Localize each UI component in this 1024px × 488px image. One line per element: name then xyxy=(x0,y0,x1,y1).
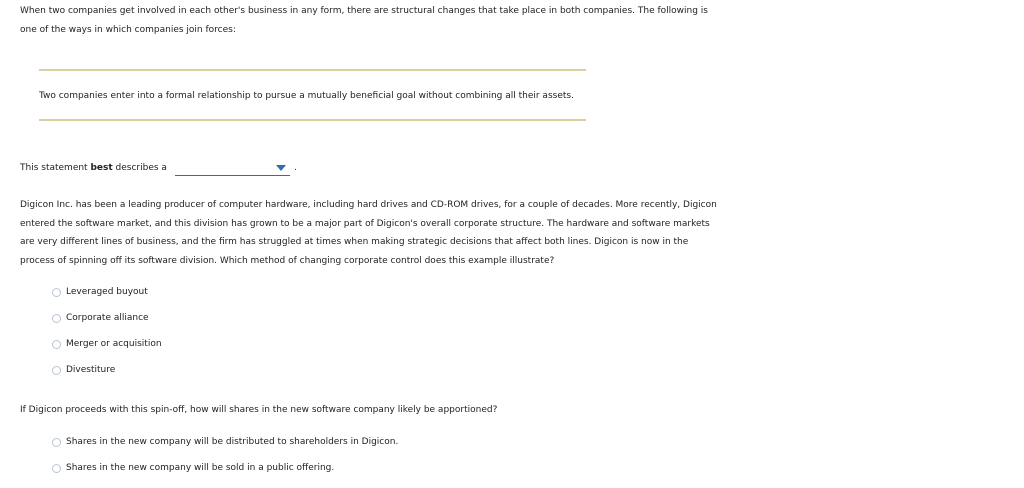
radio-button[interactable] xyxy=(52,464,61,473)
radio-button[interactable] xyxy=(52,314,61,323)
intro-paragraph xyxy=(20,2,760,39)
question-1-line: Digicon Inc. has been a leading producer of computer hardware, including hard drives and CD-ROM drives, for a couple of decades. More recently, Digicon xyxy=(20,200,717,210)
radio-button[interactable] xyxy=(52,438,61,447)
statement-prefix-before: This statement xyxy=(20,163,91,173)
question-1-line: process of spinning off its software division. Which method of changing corporate control does this example illustrate? xyxy=(20,255,555,266)
statement-suffix: . xyxy=(294,163,297,173)
option-public-offering[interactable] xyxy=(52,462,334,474)
option-label: Corporate alliance xyxy=(66,313,149,323)
option-corporate-alliance[interactable] xyxy=(52,312,149,324)
option-label: Merger or acquisition xyxy=(66,339,162,349)
option-distributed-to-shareholders[interactable] xyxy=(52,436,398,448)
quote-bottom-rule xyxy=(39,119,586,121)
intro-line-1: When two companies get involved in each other's business in any form, there are structural changes that take place in both companies. The following is xyxy=(20,6,708,16)
statement-bold-word: best xyxy=(90,163,113,173)
quote-text: Two companies enter into a formal relationship to pursue a mutually beneficial goal without combining all their assets. xyxy=(39,91,574,101)
question-1-line: are very different lines of business, and the firm has struggled at times when making strategic decisions that affect both lines. Digicon is now in the xyxy=(20,237,689,247)
statement-prefix xyxy=(20,163,167,173)
option-leveraged-buyout[interactable] xyxy=(52,286,148,298)
option-merger-or-acquisition[interactable] xyxy=(52,338,162,350)
option-label: Shares in the new company will be distributed to shareholders in Digicon. xyxy=(66,437,399,447)
radio-button[interactable] xyxy=(52,288,61,297)
option-label: Divestiture xyxy=(66,365,116,375)
option-divestiture[interactable] xyxy=(52,364,115,376)
option-label: Shares in the new company will be sold in a public offering. xyxy=(66,463,335,473)
radio-button[interactable] xyxy=(52,366,61,375)
question-1-text xyxy=(20,196,760,270)
option-label: Leveraged buyout xyxy=(66,287,148,297)
question-1-line: entered the software market, and this division has grown to be a major part of Digicon's overall corporate structure. The hardware and software markets xyxy=(20,218,710,229)
question-2-text: If Digicon proceeds with this spin-off, how will shares in the new software company likely be apportioned? xyxy=(20,405,498,415)
statement-prefix-after: describes a xyxy=(112,163,167,173)
intro-line-2: one of the ways in which companies join forces: xyxy=(20,24,236,35)
answer-dropdown[interactable] xyxy=(175,163,290,176)
chevron-down-icon xyxy=(276,165,286,171)
radio-button[interactable] xyxy=(52,340,61,349)
quote-top-rule xyxy=(39,69,586,71)
